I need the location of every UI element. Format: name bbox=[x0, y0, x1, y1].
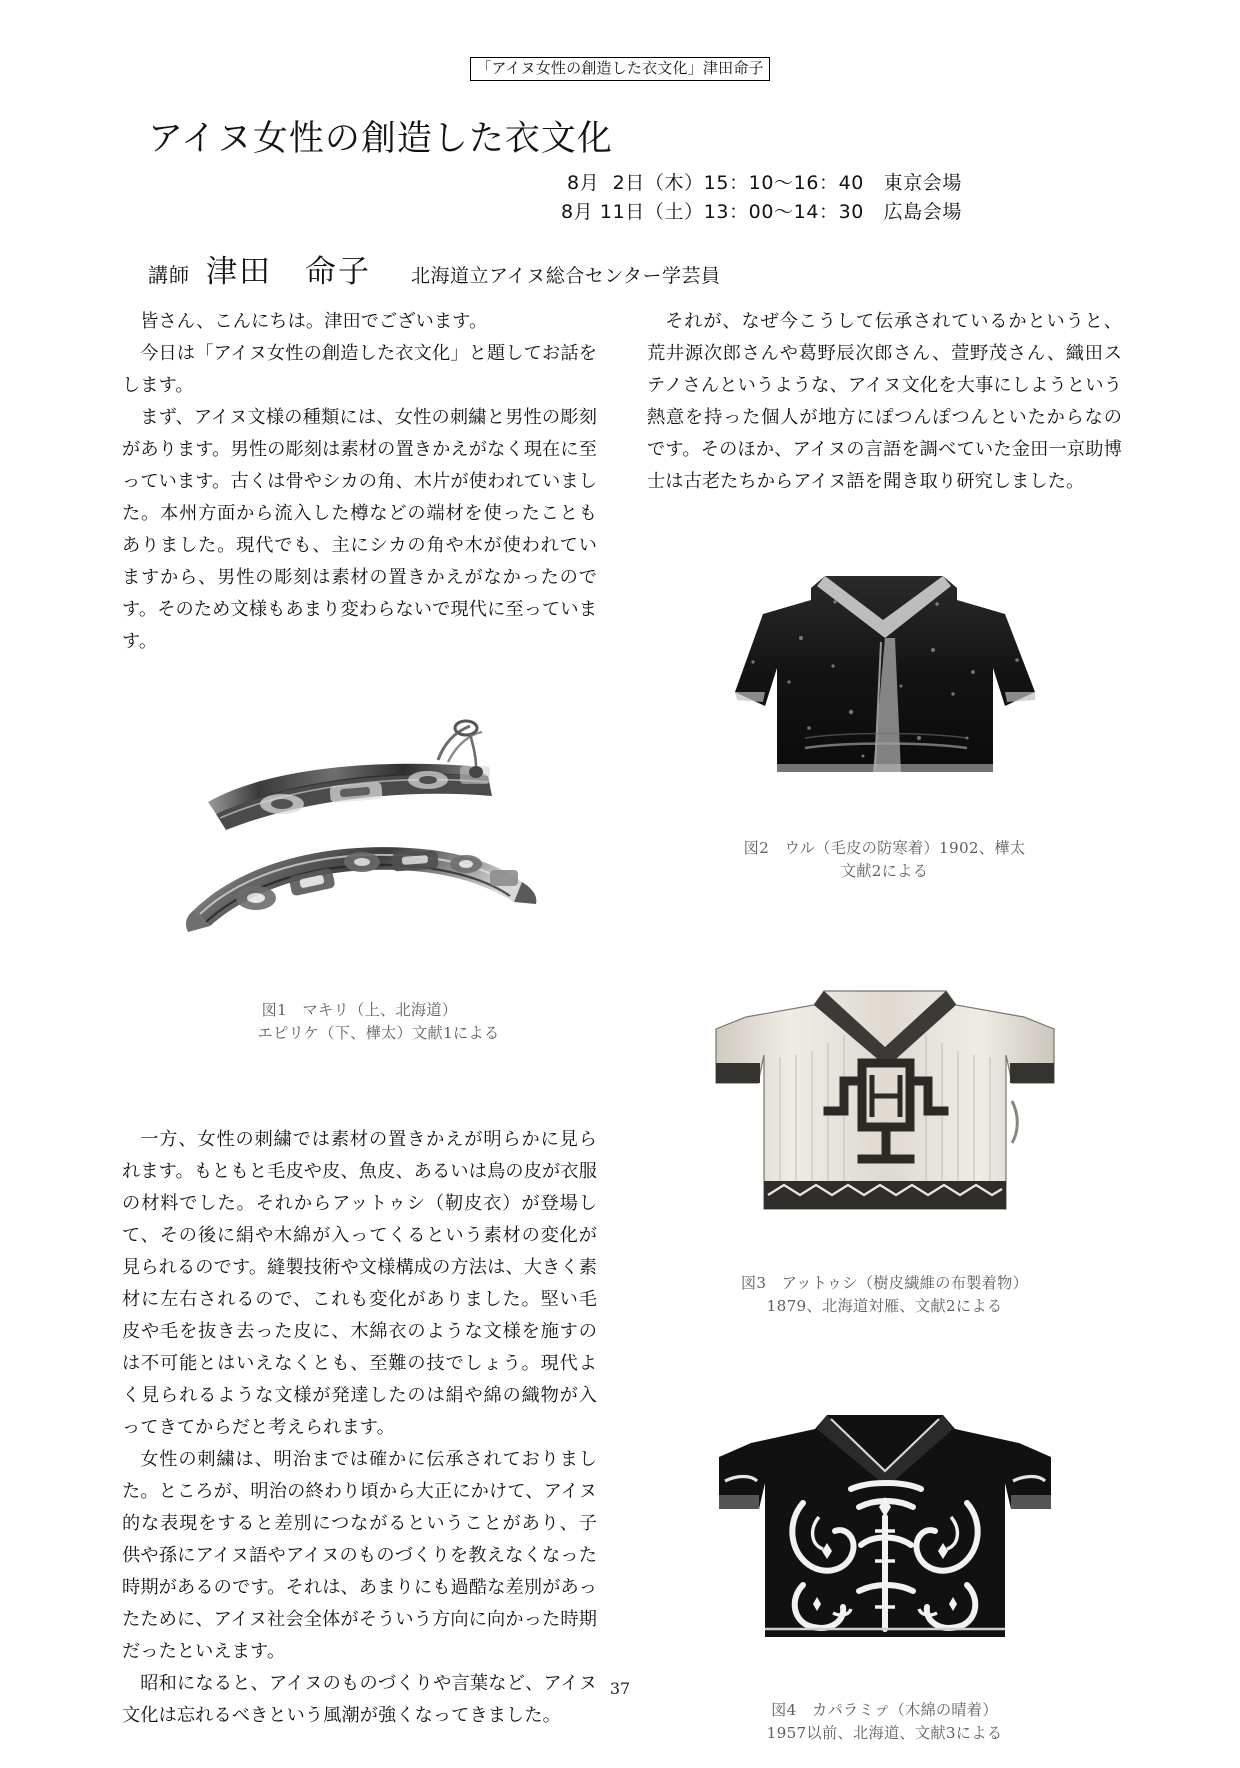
figure-2-caption bbox=[647, 814, 1122, 905]
paragraph: 一方、女性の刺繍では素材の置きかえが明らかに見られます。もともと毛皮や皮、魚皮、あるいは鳥の皮が衣服の材料でした。それからアットゥシ（靭皮衣）が登場して、その後に絹や木綿が入ってくるという素材の変化が見られるのです。縫製技術や文様構成の方法は、大きく素材に左右されるので、これも変化がありました。堅い毛皮や毛を抜き去った皮に、木綿衣のような文様を施すのは不可能とはいえなくとも、至難の技でしょう。現代よく見られるような文様が発達したのは絹や綿の織物が入ってきてからだと考えられます。 bbox=[122, 1128, 597, 1438]
figure-4 bbox=[647, 1385, 1122, 1768]
figure-1-image bbox=[122, 714, 597, 964]
lecturer-affiliation: 北海道立アイヌ総合センター学芸員 bbox=[411, 264, 721, 287]
figure-2-image bbox=[647, 542, 1122, 802]
figure-4-image bbox=[647, 1385, 1122, 1665]
figure-3-caption-line2: 1879、北海道対雁、文献2による bbox=[766, 1296, 1003, 1315]
figure-4-caption-line1: 図4 カパラミㇷ゚（木綿の晴着） bbox=[771, 1701, 998, 1720]
running-head-text: 「アイヌ女性の創造した衣文化」津田命子 bbox=[470, 57, 769, 81]
figure-4-caption-line2: 1957以前、北海道、文献3による bbox=[766, 1724, 1003, 1743]
lecturer-line bbox=[148, 246, 1240, 291]
figure-3 bbox=[647, 951, 1122, 1340]
paragraph: まず、アイヌ文様の種類には、女性の刺繍と男性の彫刻があります。男性の彫刻は素材の置きかえがなく現在に至っています。古くは骨やシカの角、木片が使われていました。本州方面から流入した樽などの端材を使ったこともありました。現代でも、主にシカの角や木が使われていますから、男性の彫刻は素材の置きかえがなかったのです。そのため文様もあまり変わらないで現代に至っています。 bbox=[122, 407, 597, 653]
paragraph: 今日は「アイヌ女性の創造した衣文化」と題してお話をします。 bbox=[122, 343, 597, 397]
paragraph: 皆さん、こんにちは。津田でございます。 bbox=[140, 311, 488, 332]
figure-2-caption-line1: 図2 ウル（毛皮の防寒着）1902、樺太 bbox=[743, 838, 1026, 857]
figure-3-caption bbox=[647, 1249, 1122, 1340]
paragraph: 女性の刺繍は、明治までは確かに伝承されておりました。ところが、明治の終わり頃から大正にかけて、アイヌ的な表現をすると差別につながるということがあり、子供や孫にアイヌ語やアイヌのものづくりを教えなくなった時期があるのです。それは、あまりにも過酷な差別があったために、アイヌ社会全体がそういう方向に向かった時期だったといえます。 bbox=[122, 1448, 597, 1663]
page-title: アイヌ女性の創造した衣文化 bbox=[148, 119, 613, 159]
page-number: 37 bbox=[609, 1679, 631, 1698]
figure-1-caption bbox=[122, 976, 597, 1067]
running-head bbox=[0, 57, 1240, 81]
figure-1-caption-line1: 図1 マキリ（上、北海道） bbox=[261, 1001, 458, 1020]
figure-1-caption-line2: エピリケ（下、樺太）文献1による bbox=[257, 1023, 500, 1042]
paragraph: 昭和になると、アイヌのものづくりや言葉など、アイヌ文化は忘れるべきという風潮が強くなってきました。 bbox=[122, 1673, 597, 1727]
figure-2-caption-line2: 文献2による bbox=[840, 861, 929, 880]
session-line-1: 8月 2日（木）15：10〜16：40 東京会場 bbox=[567, 172, 962, 194]
figure-3-image bbox=[647, 951, 1122, 1237]
figure-3-caption-line1: 図3 アットゥシ（樹皮繊維の布製着物） bbox=[740, 1274, 1029, 1293]
title-block bbox=[0, 118, 1240, 291]
lecturer-name: 津田 命子 bbox=[206, 253, 371, 290]
right-column bbox=[647, 306, 1122, 1768]
session-schedule bbox=[0, 169, 1240, 228]
paragraph: それが、なぜ今こうして伝承されているかというと、荒井源次郎さんや葛野辰次郎さん、萱野茂さん、織田ステノさんというような、アイヌ文化を大事にしようという熱意を持った個人が地方にぽつんぽつんといたからなのです。そのほか、アイヌの言語を調べていた金田一京助博士は古老たちからアイヌ語を聞き取り研究しました。 bbox=[647, 311, 1122, 493]
lecturer-label: 講師 bbox=[148, 262, 190, 287]
figure-1 bbox=[122, 714, 597, 1067]
figure-2 bbox=[647, 542, 1122, 905]
session-line-2: 8月 11日（土）13：00〜14：30 広島会場 bbox=[560, 201, 962, 224]
left-column bbox=[122, 306, 597, 1732]
